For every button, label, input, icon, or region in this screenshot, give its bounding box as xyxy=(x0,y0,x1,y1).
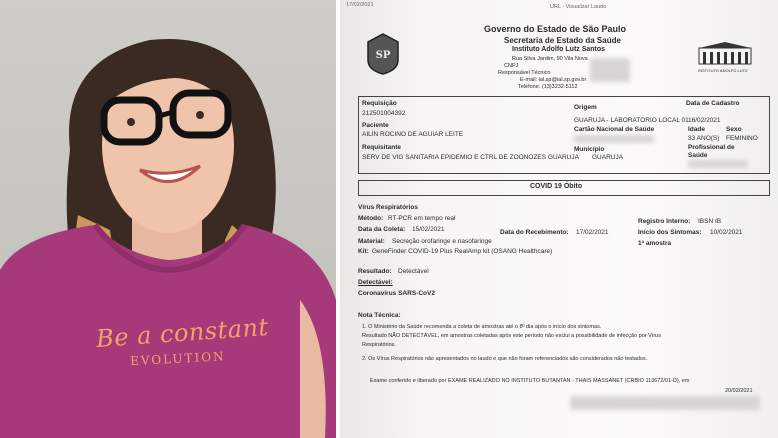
redaction xyxy=(574,135,654,143)
footer-release: Exame conferido e liberado por EXAME REALIZADO NO INSTITUTO BUTANTAN - THAIS MASSANET (CRBIO 113672/01-D), em xyxy=(370,378,690,384)
profissional-label: Profissional de Saúde xyxy=(688,144,735,159)
covid-banner: COVID 19 Óbito xyxy=(530,183,583,190)
institute-logo-caption: INSTITUTO ADOLFO LUTZ xyxy=(698,68,748,73)
header-telefone: Telefone: (13)3232-5112 xyxy=(518,84,578,90)
sexo-label: Sexo xyxy=(726,126,742,133)
requisicao-label: Requisição xyxy=(362,100,397,107)
sao-paulo-seal-icon xyxy=(364,32,402,76)
header-secretaria: Secretaria de Estado da Saúde xyxy=(504,36,621,45)
metodo-label: Método: xyxy=(358,215,384,222)
redaction xyxy=(590,58,630,82)
coleta-value: 15/02/2021 xyxy=(412,226,445,233)
cartao-label: Cartão Nacional de Saúde xyxy=(574,126,655,133)
note-1: 1. O Ministério da Saúde recomenda a coleta de amostras até o 8º dia após o início dos sintomas. xyxy=(362,324,602,330)
material-value: Secreção orofaringe e nasofaringe xyxy=(392,238,492,245)
data-cadastro-value: 16/02/2021 xyxy=(688,117,721,124)
lab-report-document xyxy=(340,0,778,438)
coleta-label: Data da Coleta: xyxy=(358,226,406,233)
header-email: E-mail: ial.sp@ial.sp.gov.br xyxy=(520,77,587,83)
print-url: URL - Visualizar Laudo xyxy=(550,4,607,10)
detectavel-label: Detectável: xyxy=(358,279,393,286)
header-address: Rua Silva Jardim, 90 Vila Nova xyxy=(512,56,588,62)
header-cnpj: CNPJ xyxy=(504,63,519,69)
institute-building-icon xyxy=(695,40,755,70)
paciente-value: AILIN ROCINO DE AGUIAR LEITE xyxy=(362,131,464,138)
note-1c: Respiratórios. xyxy=(362,342,396,348)
print-date: 17/02/2021 xyxy=(346,2,374,8)
header-instituto: Instituto Adolfo Lutz Santos xyxy=(512,46,606,53)
idade-label: Idade xyxy=(688,126,705,133)
recebimento-value: 17/02/2021 xyxy=(576,229,609,236)
shirt-slogan-line1: Be a constant xyxy=(95,312,270,353)
note-1b: Resultado NÃO DETECTÁVEL, em amostras coletadas após este período não exclui a possibilidade de infecção por Vírus xyxy=(362,333,661,339)
virus-label: Vírus Respiratórios xyxy=(358,204,418,211)
amostra-label: 1ª amostra xyxy=(638,240,672,247)
requisitante-label: Requisitante xyxy=(362,144,402,151)
kit-label: Kit: xyxy=(358,248,369,255)
shirt-slogan-line2: EVOLUTION xyxy=(129,349,226,369)
portrait-photo xyxy=(0,0,336,438)
note-2: 2. Os Vírus Respiratórios não apresentados no laudo e que não foram referenciados são considerados não testados. xyxy=(362,356,648,362)
portrait-illustration xyxy=(0,0,336,438)
idade-value: 33 ANO(S) xyxy=(688,135,720,142)
requisitante-value: SERV DE VIG SANITARIA EPIDEMIO E CTRL DE ZOONOZES GUARUJA xyxy=(362,154,579,161)
svg-text:SP: SP xyxy=(375,50,391,61)
header-gov: Governo do Estado de São Paulo xyxy=(484,24,627,34)
paciente-label: Paciente xyxy=(362,122,389,129)
coronavirus-value: Coronavírus SARS-CoV2 xyxy=(358,290,435,297)
requisicao-value: 212501004392 xyxy=(362,110,406,117)
municipio-label: Município xyxy=(574,146,605,153)
registro-value: IBSN IB xyxy=(698,218,722,225)
metodo-value: RT-PCR em tempo real xyxy=(388,215,456,222)
resultado-value: Detectável xyxy=(398,268,429,275)
registro-label: Registro Interno: xyxy=(638,218,691,225)
recebimento-label: Data do Recebimento: xyxy=(500,229,569,236)
municipio-value: GUARUJA xyxy=(592,154,624,161)
signature-redaction xyxy=(570,396,760,410)
redaction xyxy=(688,160,748,168)
resultado-label: Resultado: xyxy=(358,268,392,275)
header-responsavel: Responsável Técnico xyxy=(498,70,551,76)
inicio-value: 10/02/2021 xyxy=(710,229,743,236)
inicio-label: Início dos Sintomas: xyxy=(638,229,702,236)
origem-label: Origem xyxy=(574,104,597,111)
data-cadastro-label: Data de Cadastro xyxy=(686,100,740,107)
sexo-value: FEMININO xyxy=(726,135,758,142)
footer-date: 20/02/2021 xyxy=(725,388,753,394)
origem-value: GUARUJA - LABORATORIO LOCAL 01 xyxy=(574,117,689,124)
notes-title: Nota Técnica: xyxy=(358,312,401,319)
material-label: Material: xyxy=(358,238,385,245)
kit-value: GeneFinder COVID-19 Plus RealAmp kit (OSANG Healthcare) xyxy=(372,248,553,255)
